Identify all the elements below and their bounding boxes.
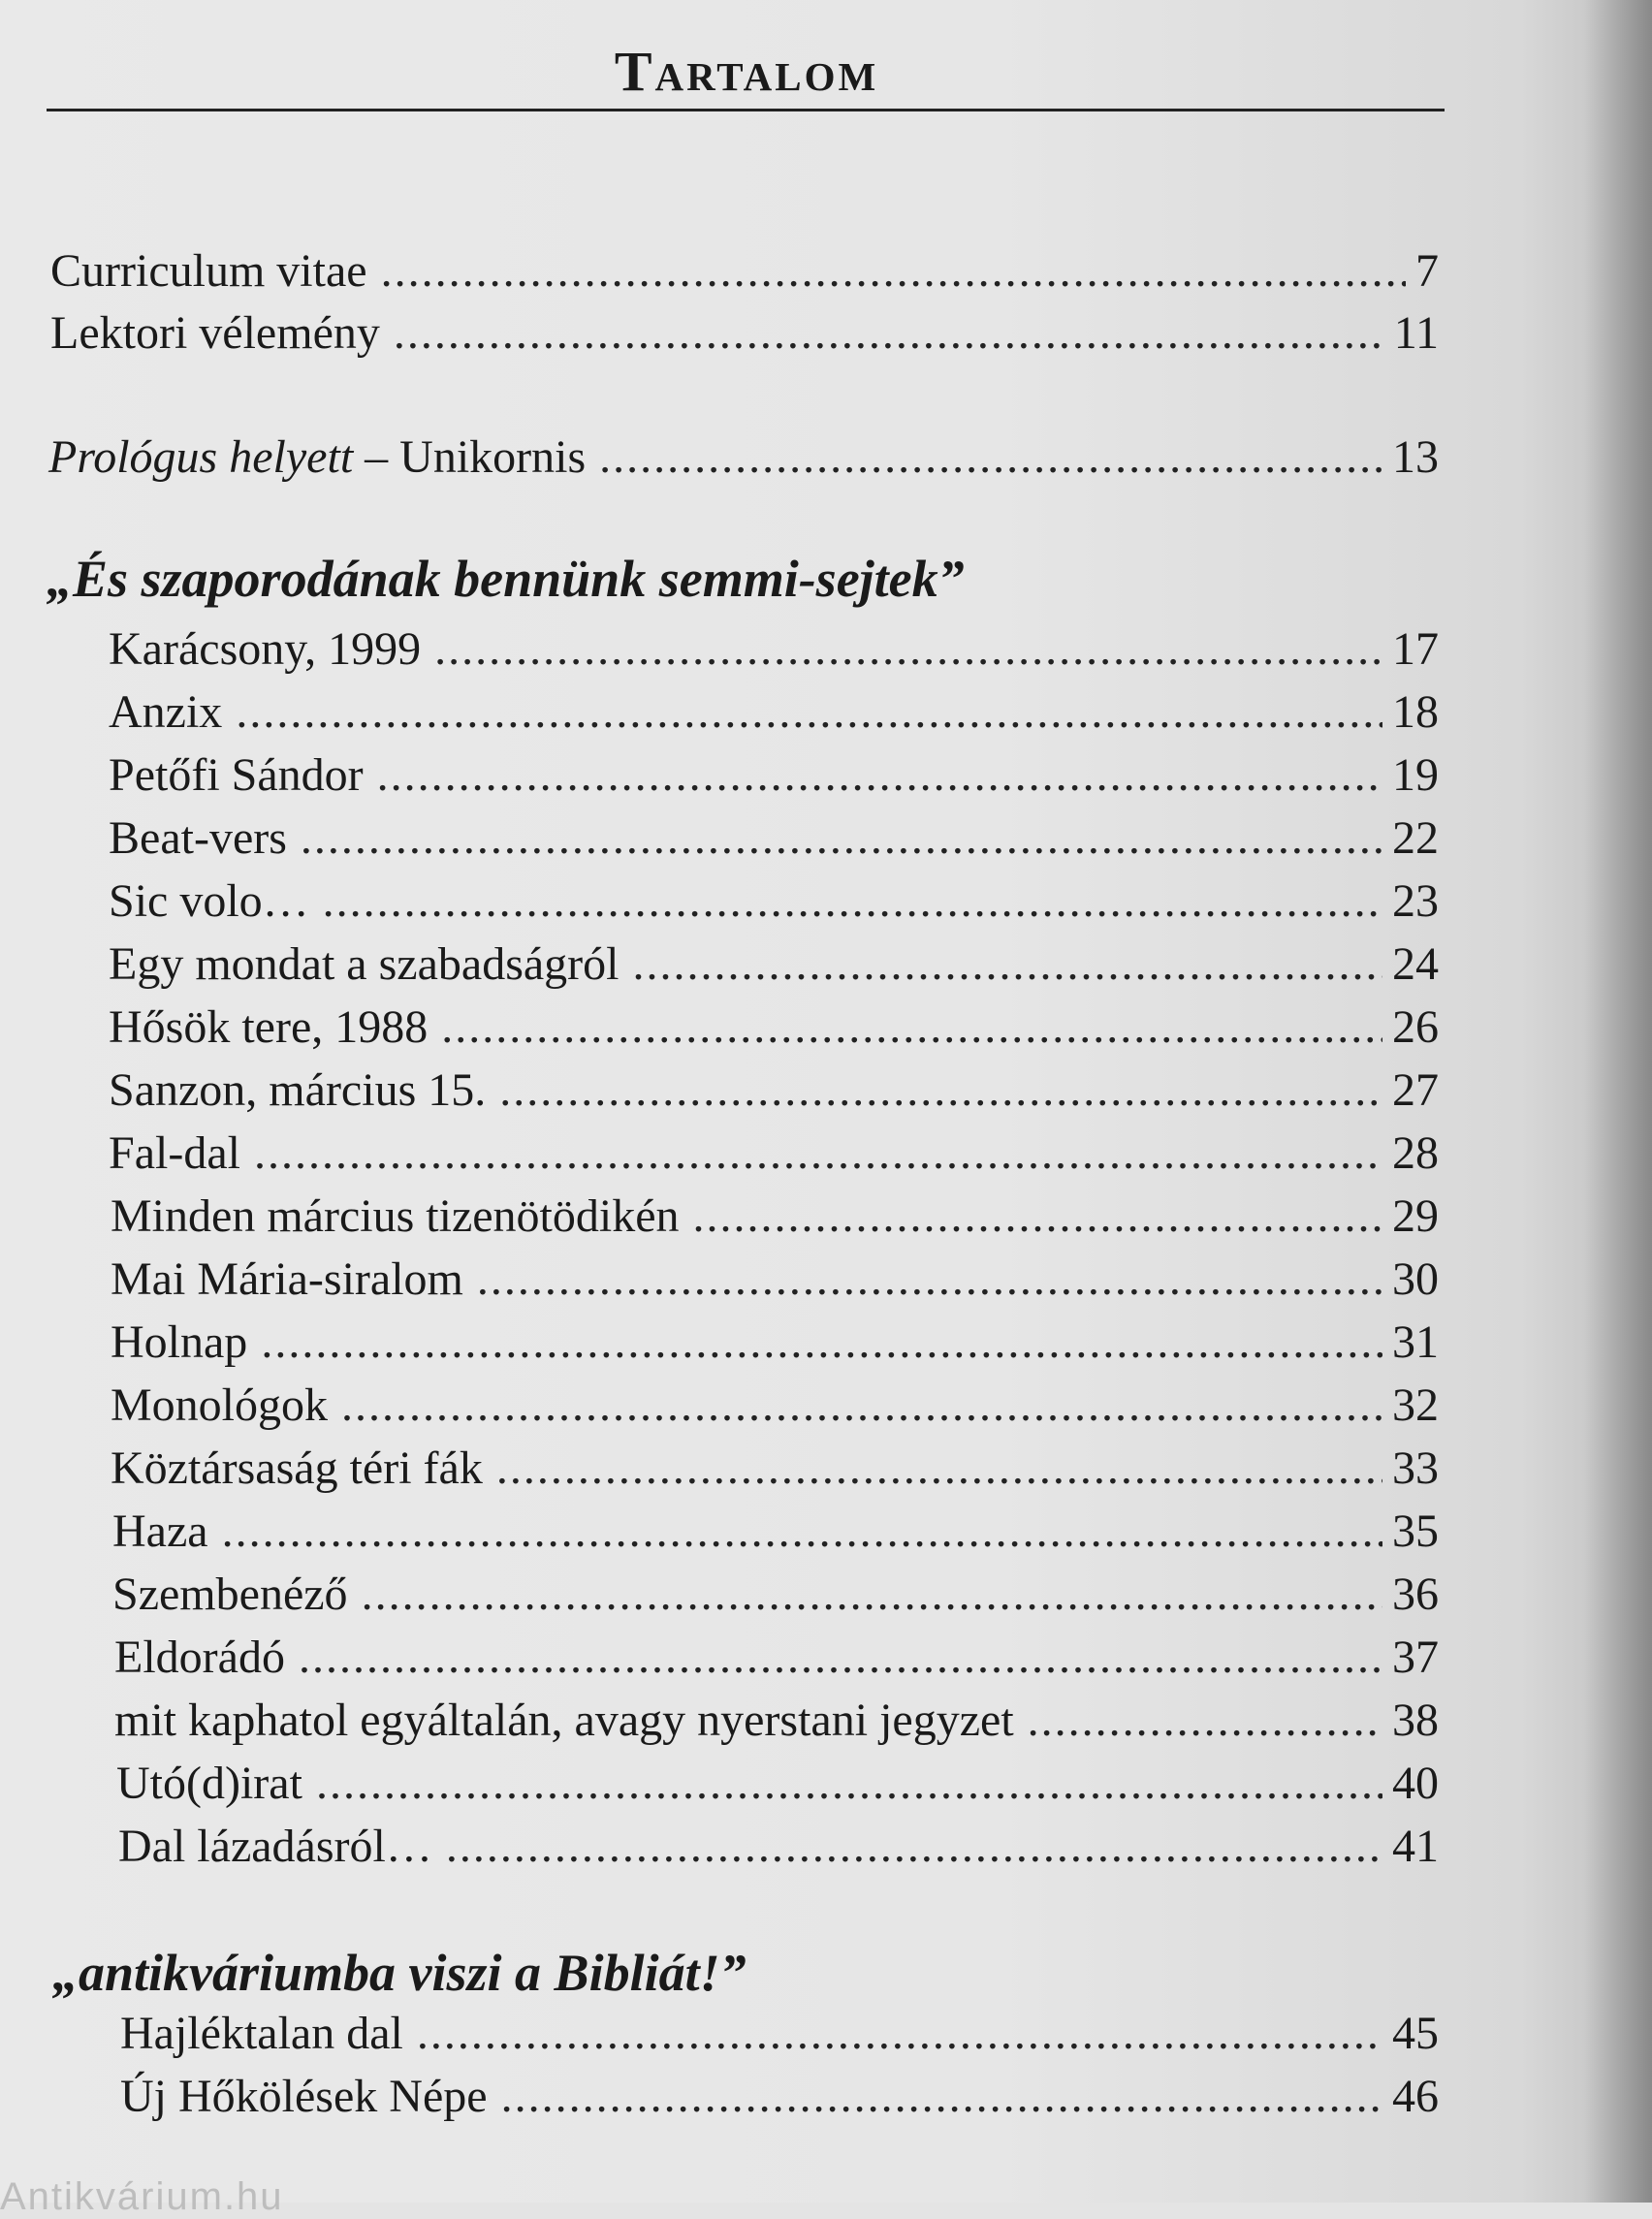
toc-leader-dots — [1028, 1690, 1382, 1752]
toc-entry-label: Sic volo… — [109, 875, 309, 927]
toc-entry-label: Petőfi Sándor — [109, 749, 364, 801]
toc-entry-page: 40 — [1392, 1758, 1439, 1809]
toc-entry-page: 32 — [1392, 1379, 1439, 1431]
toc-entry-label: Anzix — [109, 686, 223, 738]
toc-entry — [109, 618, 1439, 681]
toc-leader-dots — [499, 1060, 1382, 1122]
toc-entry-label: mit kaphatol egyáltalán, avagy nyerstani jegyzet — [114, 1695, 1014, 1746]
toc-entry-label: Eldorádó — [114, 1632, 285, 1683]
toc-entry-page: 37 — [1392, 1632, 1439, 1683]
toc-leader-dots — [377, 745, 1382, 807]
toc-entry-page: 19 — [1392, 749, 1439, 801]
page-edge-shadow — [1584, 0, 1652, 2203]
toc-entry — [109, 682, 1439, 744]
prologue-rest: – Unikornis — [353, 431, 587, 483]
toc-leader-dots — [496, 1438, 1382, 1500]
toc-entry — [111, 1438, 1439, 1500]
toc-entry-label: Egy mondat a szabadságról — [109, 938, 620, 990]
toc-leader-dots — [693, 1186, 1382, 1248]
toc-entry-page: 28 — [1392, 1127, 1439, 1179]
toc-entry — [111, 1249, 1439, 1311]
toc-leader-dots — [417, 2003, 1382, 2065]
toc-entry-page: 45 — [1392, 2008, 1439, 2059]
toc-entry-label: Fal-dal — [109, 1127, 240, 1179]
toc-entry-label: Curriculum vitae — [50, 245, 367, 297]
title-rule — [47, 109, 1445, 111]
toc-entry — [109, 745, 1439, 807]
toc-entry-label: Köztársaság téri fák — [111, 1442, 483, 1494]
watermark-text: Antikvárium.hu — [0, 2175, 284, 2218]
toc-entry-page: 30 — [1392, 1253, 1439, 1305]
toc-entry — [109, 871, 1439, 933]
toc-entry-label: Haza — [112, 1506, 208, 1557]
toc-entry — [116, 1753, 1439, 1815]
toc-entry-label: Szembenéző — [112, 1569, 348, 1620]
toc-leader-dots — [316, 1753, 1382, 1815]
toc-entry-page: 33 — [1392, 1442, 1439, 1494]
toc-entry-page: 41 — [1392, 1821, 1439, 1872]
toc-entry-label: Sanzon, március 15. — [109, 1064, 487, 1116]
toc-entry — [109, 997, 1439, 1059]
toc-entry-label: Monológok — [111, 1379, 329, 1431]
toc-entry-page: 24 — [1392, 938, 1439, 990]
toc-leader-dots — [341, 1375, 1382, 1437]
toc-entry — [114, 1627, 1439, 1689]
toc-entry — [111, 1375, 1439, 1437]
toc-leader-dots — [599, 427, 1382, 489]
toc-entry — [109, 1060, 1439, 1122]
toc-leader-dots — [261, 1312, 1382, 1374]
toc-entry-label: Hajléktalan dal — [120, 2008, 403, 2059]
toc-entry — [111, 1186, 1439, 1248]
toc-entry-curriculum-vitae — [50, 240, 1439, 302]
toc-leader-dots — [394, 302, 1384, 365]
toc-leader-dots — [381, 240, 1406, 302]
page-title: Tartalom — [614, 40, 879, 103]
toc-entry-page: 46 — [1392, 2071, 1439, 2122]
toc-leader-dots — [254, 1123, 1382, 1185]
toc-entry-label: Beat-vers — [109, 812, 287, 864]
section-heading-2: „antikváriumba viszi a Bibliát!” — [52, 1944, 747, 2002]
toc-entry-label: Dal lázadásról… — [118, 1821, 432, 1872]
toc-entry-label: Új Hőkölések Népe — [120, 2071, 488, 2122]
toc-entry-page: 26 — [1392, 1001, 1439, 1053]
toc-entry-page: 13 — [1392, 431, 1439, 483]
toc-entry-page: 31 — [1392, 1316, 1439, 1368]
toc-entry — [118, 1816, 1439, 1878]
toc-entry — [114, 1690, 1439, 1752]
toc-entry-page: 35 — [1392, 1506, 1439, 1557]
toc-leader-dots — [434, 618, 1382, 681]
toc-entry — [112, 1501, 1439, 1563]
toc-entry-label: Mai Mária-siralom — [111, 1253, 463, 1305]
toc-entry-page: 29 — [1392, 1190, 1439, 1242]
toc-entry-page: 18 — [1392, 686, 1439, 738]
toc-leader-dots — [236, 682, 1382, 744]
toc-entry-label — [48, 427, 586, 489]
toc-entry — [109, 934, 1439, 996]
toc-entry — [109, 808, 1439, 870]
toc-entry — [120, 2003, 1439, 2065]
toc-leader-dots — [299, 1627, 1382, 1689]
toc-leader-dots — [446, 1816, 1382, 1878]
toc-entry-prologue — [48, 427, 1439, 489]
toc-entry-page: 38 — [1392, 1695, 1439, 1746]
toc-entry-page: 27 — [1392, 1064, 1439, 1116]
prologue-italic: Prológus helyett — [48, 431, 354, 483]
toc-entry — [109, 1123, 1439, 1185]
toc-entry-page: 23 — [1392, 875, 1439, 927]
toc-entry-page: 36 — [1392, 1569, 1439, 1620]
toc-leader-dots — [323, 871, 1382, 933]
toc-entry-page: 7 — [1415, 245, 1439, 297]
toc-entry-page: 11 — [1393, 307, 1439, 359]
toc-leader-dots — [222, 1501, 1382, 1563]
toc-leader-dots — [477, 1249, 1382, 1311]
toc-entry — [120, 2066, 1439, 2128]
toc-entry-label: Karácsony, 1999 — [109, 623, 422, 675]
toc-entry — [111, 1312, 1439, 1374]
toc-entry-page: 22 — [1392, 812, 1439, 864]
toc-leader-dots — [362, 1564, 1382, 1626]
toc-entry-label: Utó(d)irat — [116, 1758, 302, 1809]
toc-leader-dots — [501, 2066, 1382, 2128]
toc-entry-lektori-velemeny — [50, 302, 1439, 365]
toc-entry-label: Lektori vélemény — [50, 307, 380, 359]
toc-leader-dots — [633, 934, 1383, 996]
toc-leader-dots — [441, 997, 1382, 1059]
toc-entry-label: Minden március tizenötödikén — [111, 1190, 680, 1242]
toc-entry-page: 17 — [1392, 623, 1439, 675]
toc-entry — [112, 1564, 1439, 1626]
toc-entry-label: Holnap — [111, 1316, 248, 1368]
toc-entry-label: Hősök tere, 1988 — [109, 1001, 429, 1053]
toc-leader-dots — [301, 808, 1382, 870]
section-heading-1: „És szaporodának bennünk semmi-sejtek” — [47, 550, 965, 608]
